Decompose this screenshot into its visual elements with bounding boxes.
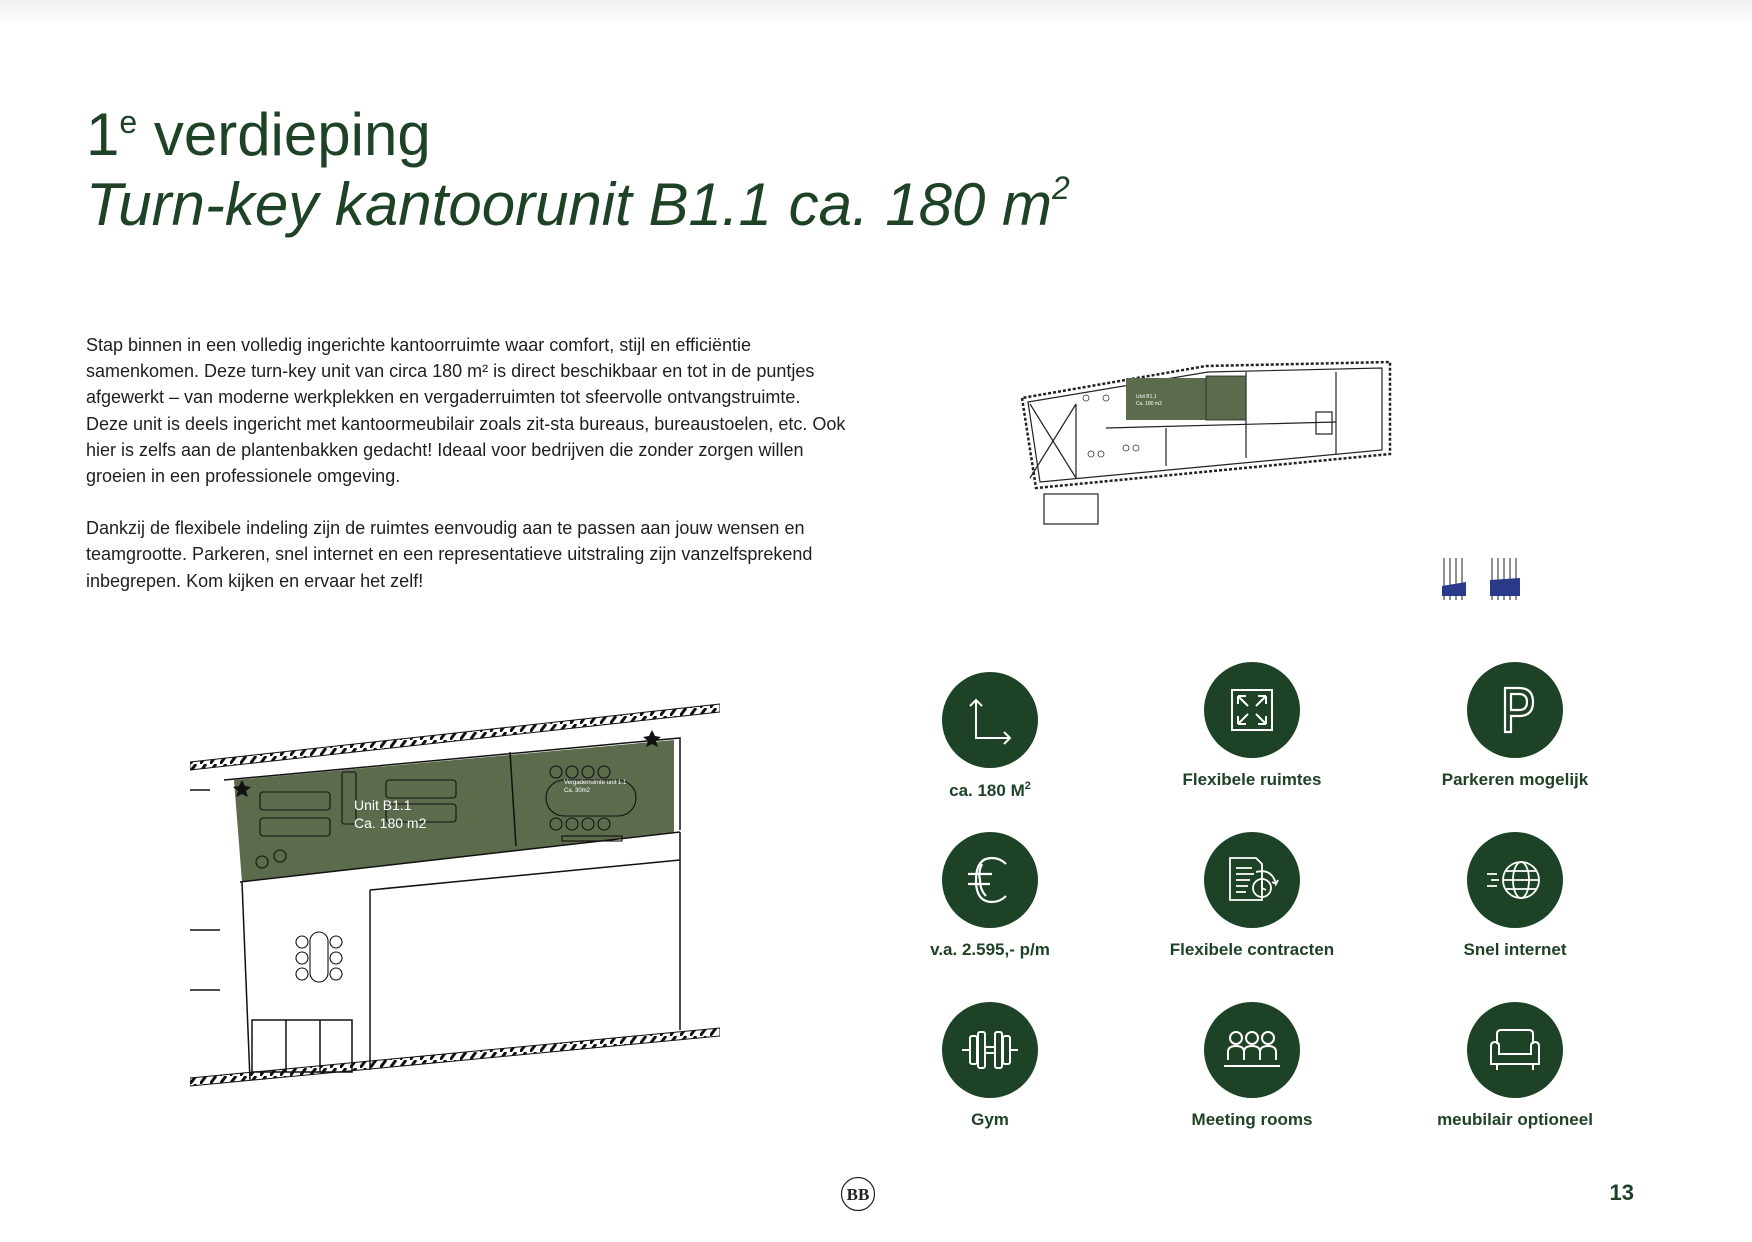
feature-label: v.a. 2.595,- p/m	[930, 940, 1050, 959]
floorplan-detail	[190, 700, 720, 1120]
feature-label	[870, 780, 1110, 801]
contract-renew-icon	[1204, 832, 1300, 928]
feature-label: Parkeren mogelijk	[1441, 770, 1589, 789]
feature-label: Snel internet	[1463, 940, 1567, 959]
feature-label: Meeting rooms	[1191, 1110, 1313, 1129]
feature-meeting-rooms	[1132, 1002, 1372, 1130]
feature-label: Flexibele ruimtes	[1182, 770, 1322, 789]
intro-paragraph-2: Dankzij de flexibele indeling zijn de ruimtes eenvoudig aan te passen aan jouw wensen en teamgrootte. Parkeren, snel internet en een representatieve uitstraling zijn vanzelfsprekend inbegrepen. Kom kijken en ervaar het zelf!	[86, 518, 813, 591]
detail-unit-label: Unit B1.1	[354, 797, 412, 813]
meeting-room-area: Ca. 30m2	[564, 788, 591, 794]
feature-furniture	[1395, 1002, 1635, 1130]
feature-area-text: ca. 180 M	[949, 781, 1025, 800]
feature-parking	[1395, 662, 1635, 790]
feature-label: Gym	[971, 1110, 1009, 1129]
subtitle-text: Turn-key kantoorunit B1.1 ca. 180 m	[86, 171, 1053, 238]
euro-icon	[942, 832, 1038, 928]
feature-gym	[870, 1002, 1110, 1130]
armchair-icon	[1467, 1002, 1563, 1098]
people-icon	[1204, 1002, 1300, 1098]
overview-unit-label: Unit B1.1	[1136, 394, 1157, 400]
page-number: 13	[1609, 1180, 1634, 1205]
feature-label: meubilair optioneel	[1437, 1110, 1593, 1129]
floorplan-overview	[1016, 358, 1396, 528]
meeting-room-label: Vergaderruimte unit 1.1	[564, 780, 627, 786]
feature-flexible-contracts	[1132, 832, 1372, 960]
title-number: 1	[86, 101, 120, 168]
area-arrows-icon	[942, 672, 1038, 768]
feature-price	[870, 832, 1110, 960]
title-rest: verdieping	[137, 101, 431, 168]
parking-icon	[1467, 662, 1563, 758]
globe-icon	[1467, 832, 1563, 928]
intro-paragraph-1: Stap binnen in een volledig ingerichte kantoorruimte waar comfort, stijl en efficiëntie samenkomen. Deze turn-key unit van circa 180 m² is direct beschikbaar en tot in de puntjes afgewerkt – van moderne werkplekken en vergaderruimten tot sfeervolle ontvangstruimte. Deze unit is deels ingericht met kantoormeubilair zoals zit-sta bureaus, bureaustoelen, etc. Ook hier is zelfs aan de plantenbakken gedacht! Ideaal voor bedrijven die zonder zorgen willen groeien in een professionele omgeving.	[86, 335, 846, 487]
expand-icon	[1204, 662, 1300, 758]
intro-text	[86, 332, 846, 620]
page-subtitle	[86, 150, 1070, 243]
overview-unit-area: Ca. 180 m2	[1136, 401, 1162, 407]
subtitle-superscript: 2	[1052, 170, 1070, 206]
dumbbell-icon	[942, 1002, 1038, 1098]
title-superscript: e	[119, 104, 138, 140]
brand-logo	[840, 1176, 876, 1212]
top-band	[0, 0, 1752, 26]
feature-internet	[1395, 832, 1635, 960]
feature-flexible-spaces	[1132, 662, 1372, 790]
logo-monogram: BB	[846, 1185, 870, 1204]
feature-area-sup: 2	[1024, 780, 1031, 792]
unit-b1-1-area	[234, 740, 674, 882]
feature-area	[870, 672, 1110, 801]
feature-label: Flexibele contracten	[1169, 940, 1335, 959]
building-thumbnail-icons	[1440, 556, 1530, 604]
detail-unit-area: Ca. 180 m2	[354, 815, 427, 831]
